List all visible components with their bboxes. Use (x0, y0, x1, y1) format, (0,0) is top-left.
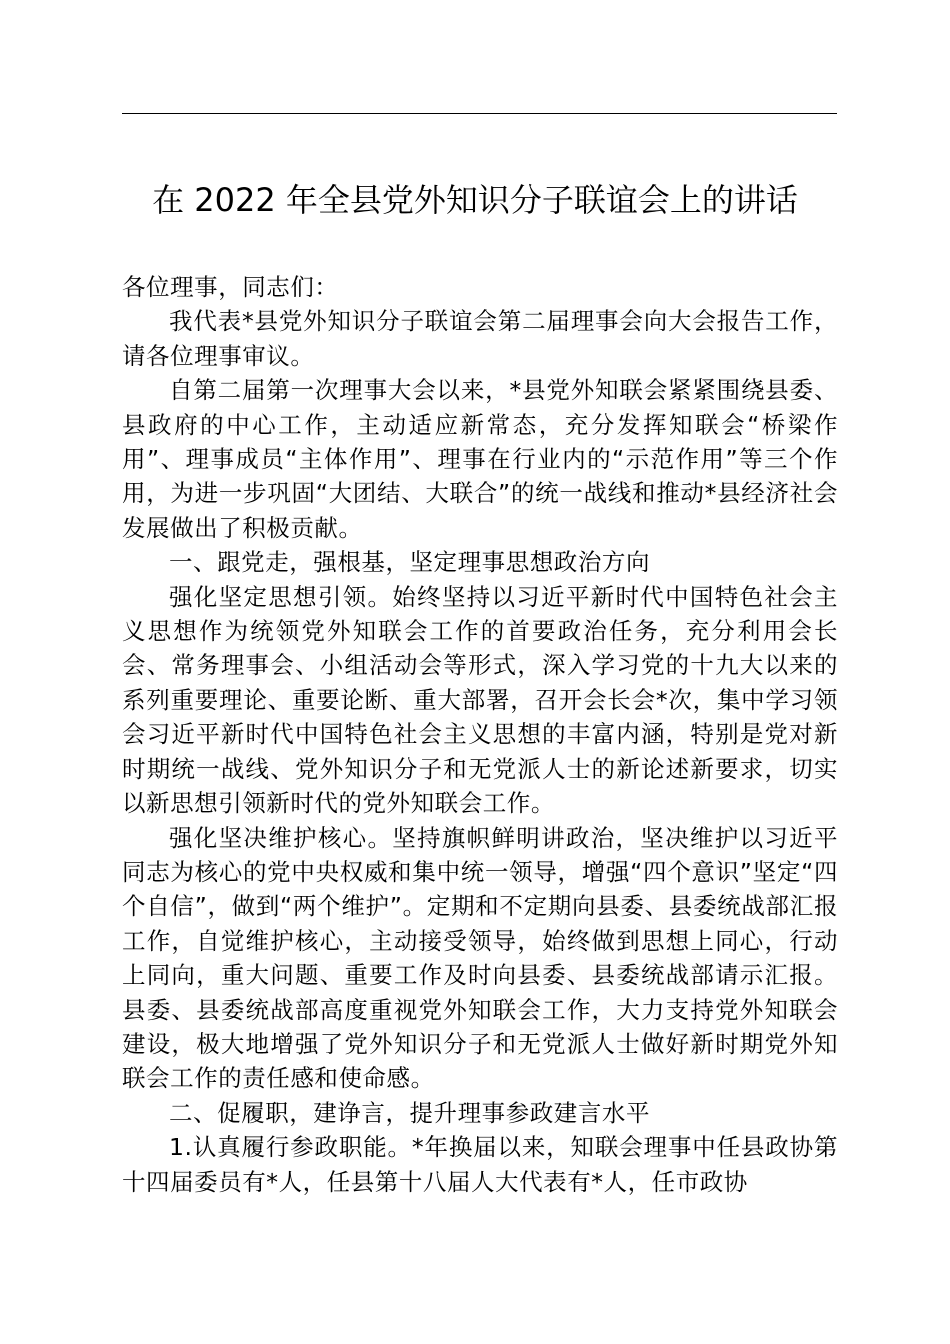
paragraph: 我代表*县党外知识分子联谊会第二届理事会向大会报告工作，请各位理事审议。 (122, 307, 838, 370)
paragraph: 1.认真履行参政职能。*年换届以来，知联会理事中任县政协第十四届委员有*人，任县第十八届人大代表有*人，任市政协 (122, 1133, 838, 1196)
paragraph: 强化坚定思想引领。始终坚持以习近平新时代中国特色社会主义思想作为统领党外知联会工作的首要政治任务，充分利用会长会、常务理事会、小组活动会等形式，深入学习党的十九大以来的系列重要理论、重要论断、重大部署，召开会长会*次，集中学习领会习近平新时代中国特色社会主义思想的丰富内涵，特别是党对新时期统一战线、党外知识分子和无党派人士的新论述新要求，切实以新思想引领新时代的党外知联会工作。 (122, 582, 838, 818)
section-heading: 二、促履职，建诤言，提升理事参政建言水平 (169, 1098, 650, 1127)
header-rule (122, 113, 837, 114)
paragraph: 强化坚决维护核心。坚持旗帜鲜明讲政治，坚决维护以习近平同志为核心的党中央权威和集中统一领导，增强“四个意识”坚定“四个自信”，做到“两个维护”。定期和不定期向县委、县委统战部汇报工作，自觉维护核心，主动接受领导，始终做到思想上同心，行动上同向，重大问题、重要工作及时向县委、县委统战部请示汇报。县委、县委统战部高度重视党外知联会工作，大力支持党外知联会建设，极大地增强了党外知识分子和无党派人士做好新时期党外知联会工作的责任感和使命感。 (122, 823, 838, 1093)
paragraph: 自第二届第一次理事大会以来，*县党外知联会紧紧围绕县委、县政府的中心工作，主动适应新常态，充分发挥知联会“桥梁作用”、理事成员“主体作用”、理事在行业内的“示范作用”等三个作用，为进一步巩固“大团结、大联合”的统一战线和推动*县经济社会发展做出了积极贡献。 (122, 376, 838, 542)
salutation: 各位理事，同志们： (122, 273, 339, 301)
document-body (122, 270, 838, 1199)
document-title: 在 2022 年全县党外知识分子联谊会上的讲话 (152, 181, 798, 219)
section-heading: 一、跟党走，强根基，坚定理事思想政治方向 (169, 548, 650, 577)
